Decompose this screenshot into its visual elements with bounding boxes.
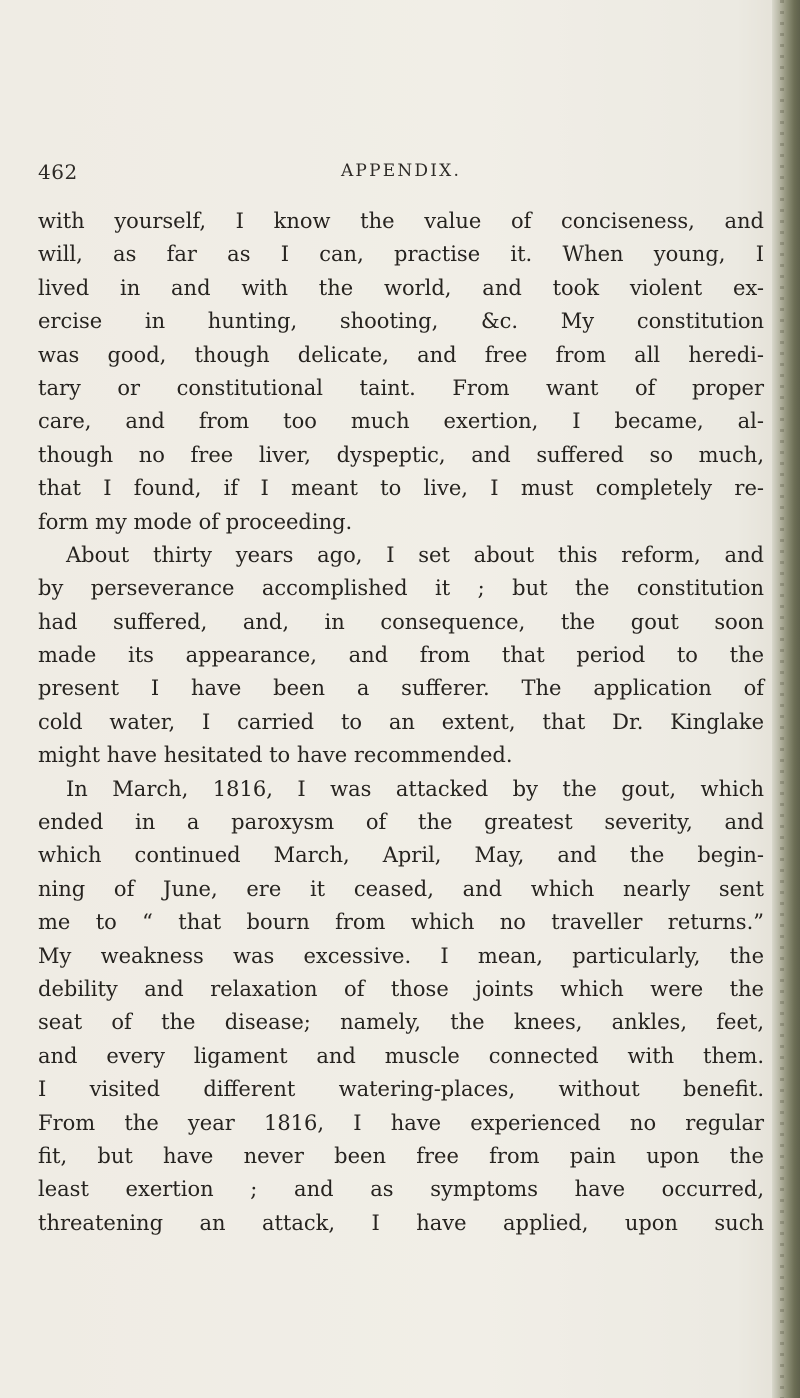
text-line: form my mode of proceeding. [38,509,353,534]
text-line: was good, though delicate, and free from all heredi- [38,342,764,367]
text-line: fit, but have never been free from pain upon the [38,1143,764,1168]
text-line: will, as far as I can, practise it. When young, I [38,242,764,267]
text-line: seat of the disease; namely, the knees, ankles, feet, [38,1010,764,1035]
text-line: made its appearance, and from that period to the [38,643,764,668]
text-line: had suffered, and, in consequence, the gout soon [38,609,764,634]
text-line: which continued March, April, May, and the begin- [38,843,764,868]
text-line: In March, 1816, I was attacked by the gout, which [66,776,764,801]
text-line: present I have been a sufferer. The application of [38,676,764,701]
text-line: least exertion ; and as symptoms have occurred, [38,1177,764,1202]
text-line: care, and from too much exertion, I became, al- [38,409,764,434]
text-line: I visited different watering-places, without benefit. [38,1077,764,1102]
text-line: tary or constitutional taint. From want of proper [38,375,764,400]
text-line: might have hesitated to have recommended. [38,743,513,768]
text-line: My weakness was excessive. I mean, particularly, the [38,943,764,968]
text-line: ning of June, ere it ceased, and which nearly sent [38,876,764,901]
text-line: though no free liver, dyspeptic, and suffered so much, [38,442,764,467]
text-line: me to “ that bourn from which no traveller returns.” [38,910,764,935]
text-line: debility and relaxation of those joints which were the [38,976,764,1001]
text-line: cold water, I carried to an extent, that Dr. Kinglake [38,709,764,734]
running-head: APPENDIX. [340,161,462,181]
text-line: that I found, if I meant to live, I must completely re- [38,476,764,501]
text-line: with yourself, I know the value of conciseness, and [38,209,764,233]
text-line: ended in a paroxysm of the greatest severity, and [38,810,764,835]
text-line: threatening an attack, I have applied, upon such [38,1210,764,1235]
text-line: From the year 1816, I have experienced no regular [38,1110,764,1135]
page-edge-shadow [772,0,800,1398]
text-line: by perseverance accomplished it ; but the constitution [38,576,764,601]
text-line: About thirty years ago, I set about this reform, and [66,542,764,567]
text-line: and every ligament and muscle connected with them. [38,1043,764,1068]
body-text [38,205,764,1240]
text-line: ercise in hunting, shooting, &c. My constitution [38,309,764,334]
text-line: lived in and with the world, and took violent ex- [38,275,764,300]
page-header [38,160,764,188]
page-number: 462 [38,160,78,184]
